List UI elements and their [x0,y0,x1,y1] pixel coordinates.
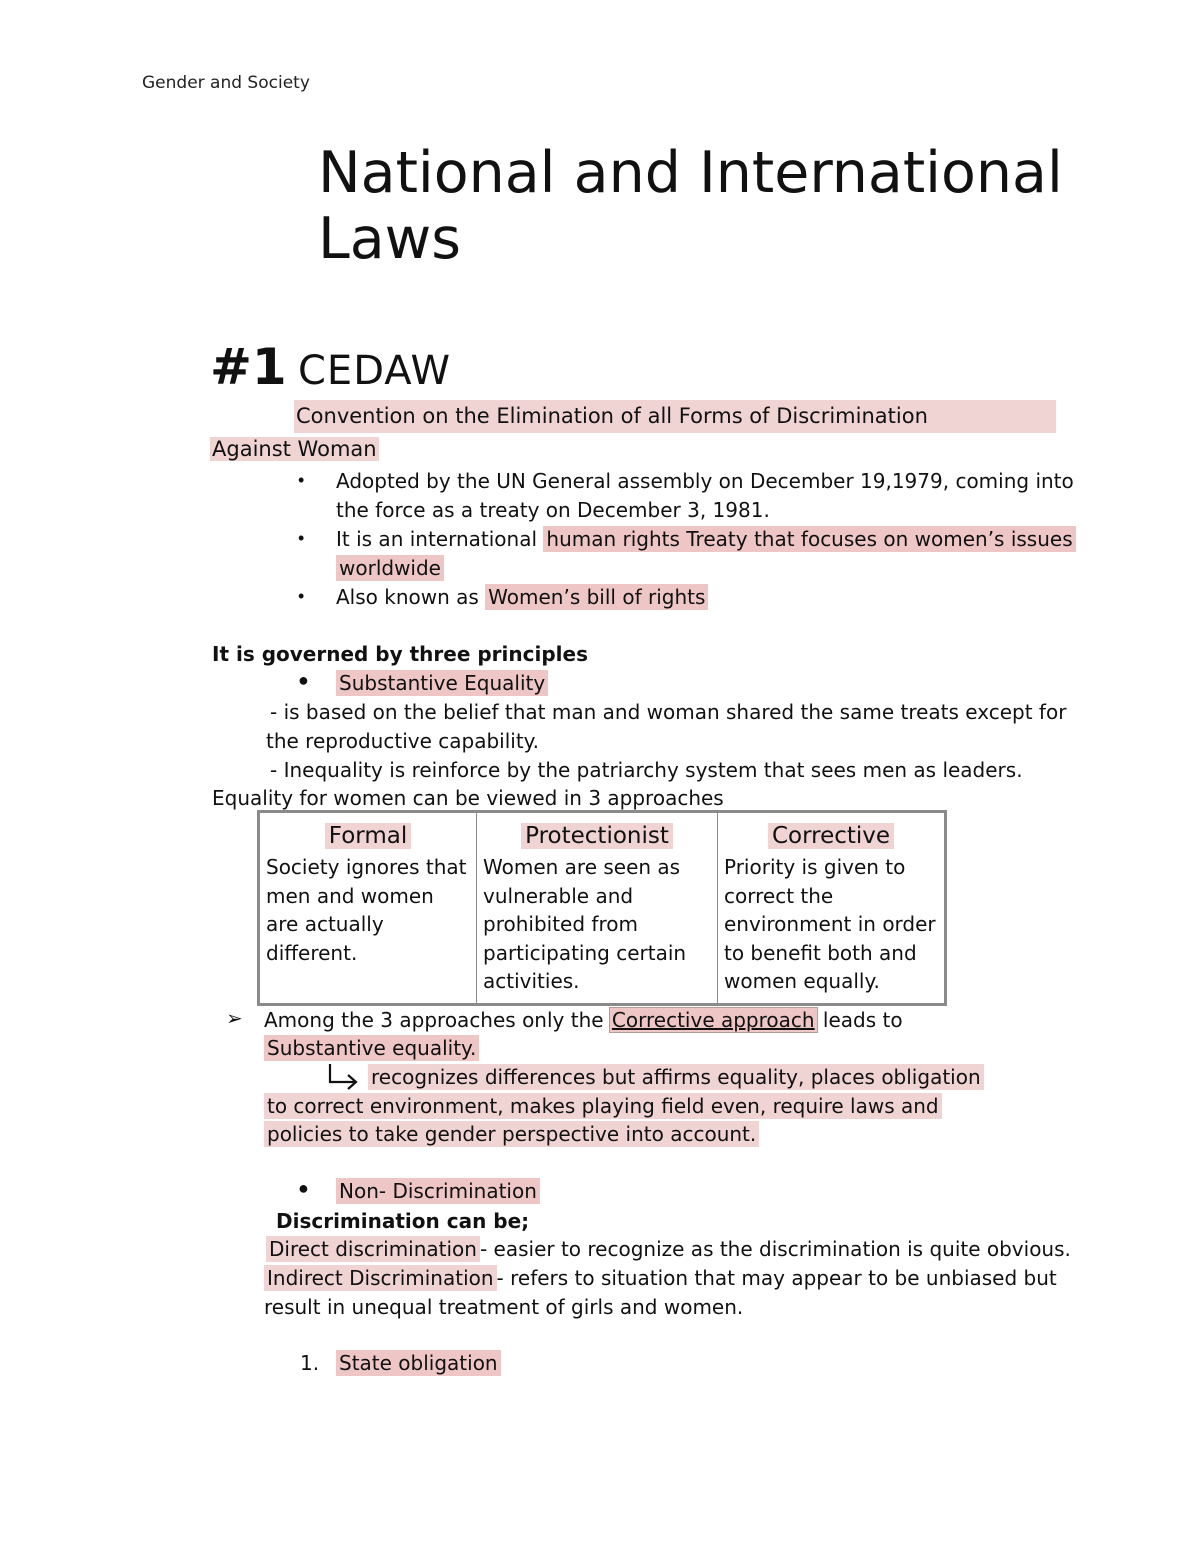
principles-heading: It is governed by three principles [212,642,588,666]
bullet-icon: • [298,528,305,548]
indirect-text: - refers to situation that may appear to be unbiased but [496,1266,1057,1290]
bullet-adopted-line1: Adopted by the UN General assembly on December 19,1979, coming into [336,469,1074,493]
principle-non-discrimination [336,1179,540,1203]
recognizes-text: policies to take gender perspective into account. [264,1121,759,1147]
bullet-known-highlight: Women’s bill of rights [485,584,708,610]
direct-label: Direct discrimination [266,1236,480,1262]
section-heading: CEDAW [298,348,452,394]
bullet-treaty-highlight-2: worldwide [336,555,444,581]
list-number: 1. [300,1351,320,1375]
indirect-label: Indirect Discrimination [264,1265,497,1291]
bullet-icon: • [298,470,305,490]
convention-title-line2: Against Woman [212,437,377,461]
approach-text: Society ignores that men and women are actually different. [266,855,467,965]
direct-discrimination [266,1237,1071,1261]
bullet-known-prefix: Also known as [336,585,486,609]
approach-text: Women are seen as vulnerable and prohibited from participating certain activities. [483,855,687,993]
corrective-approach-link[interactable]: Corrective approach [611,1008,815,1032]
principle-name: Non- Discrimination [336,1178,540,1204]
principle-substantive-equality [336,671,548,695]
among-line1 [264,1008,903,1032]
among-prefix: Among the 3 approaches only the [264,1008,610,1032]
state-obligation-text: State obligation [336,1350,501,1376]
direct-text: - easier to recognize as the discrimination is quite obvious. [479,1237,1071,1261]
bullet-known-as [336,585,708,609]
principle1-line2: the reproductive capability. [266,729,539,753]
recognizes-text: to correct environment, makes playing field even, require laws and [264,1093,942,1119]
equality-intro: Equality for women can be viewed in 3 approaches [212,786,724,810]
principle1-line1: - is based on the belief that man and woman shared the same treats except for [270,700,1067,724]
discrimination-intro: Discrimination can be; [276,1209,530,1233]
state-obligation [336,1351,501,1375]
bullet-adopted-line2: the force as a treaty on December 3, 1981. [336,498,770,522]
among-highlight: Substantive equality. [264,1035,479,1061]
bullet-icon: • [298,586,305,606]
bullet-treaty-prefix: It is an international [336,527,544,551]
approach-title: Corrective [768,823,894,849]
approach-title: Protectionist [521,823,673,849]
recognizes-line1 [368,1065,984,1089]
among-line2 [264,1036,479,1060]
bullet-icon: ● [298,670,309,690]
convention-title-text: Convention on the Elimination of all Forms of Discrimination [296,404,928,428]
approaches-table [257,810,947,1006]
convention-title-line1 [294,400,1056,433]
bullet-treaty-highlight: human rights Treaty that focuses on women’s issues [543,526,1075,552]
approach-text: Priority is given to correct the environment in order to benefit both and women equally. [724,855,936,993]
page-header: Gender and Society [142,73,310,93]
approach-cell-corrective [718,812,946,1005]
approach-cell-protectionist [477,812,718,1005]
recognizes-text: recognizes differences but affirms equality, places obligation [368,1064,984,1090]
among-suffix: leads to [816,1008,903,1032]
indirect-discrimination-line2: result in unequal treatment of girls and women. [264,1295,744,1319]
bullet-treaty-line1 [336,527,1076,551]
bullet-treaty-line2 [336,556,444,580]
recognizes-line3 [264,1122,759,1146]
section-number: #1 [210,338,287,396]
approach-title: Formal [325,823,411,849]
principle1-line3: - Inequality is reinforce by the patriarchy system that sees men as leaders. [270,758,1023,782]
return-arrow-icon [326,1060,362,1090]
principle-name: Substantive Equality [336,670,548,696]
approach-cell-formal [259,812,477,1005]
indirect-discrimination-line1 [264,1266,1057,1290]
page-title: National and International Laws [318,140,1063,272]
arrow-bullet-icon: ➢ [226,1008,243,1030]
recognizes-line2 [264,1094,942,1118]
bullet-icon: ● [298,1178,309,1198]
